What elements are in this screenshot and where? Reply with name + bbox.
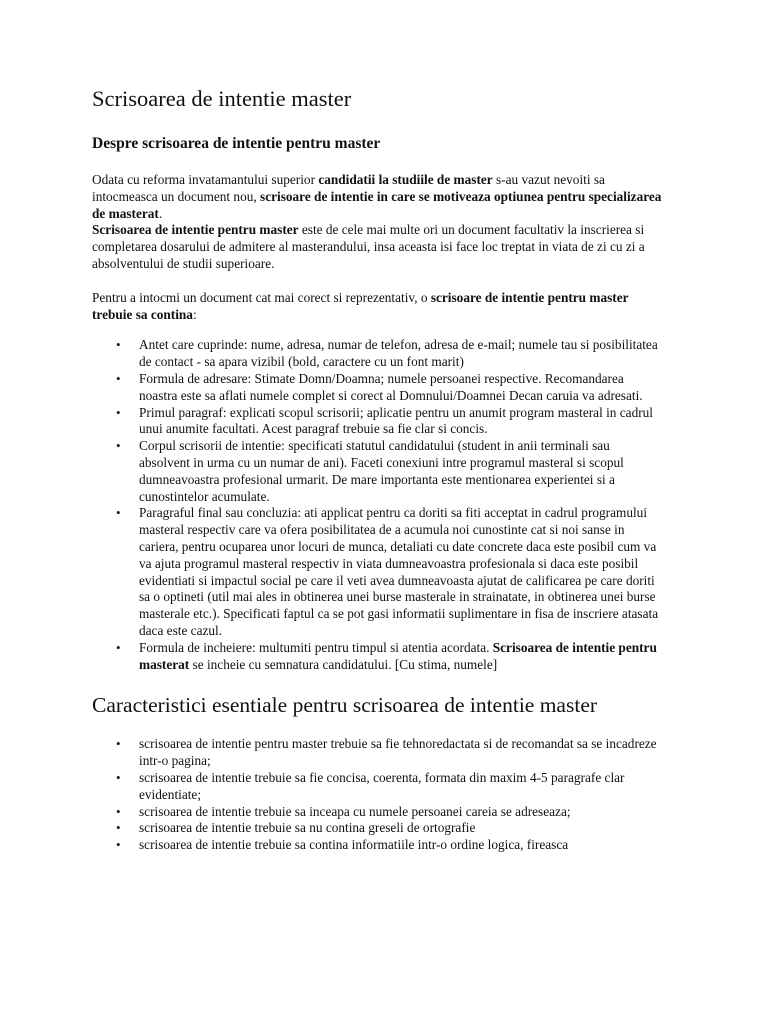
- list-item-bold-text: Scrisoarea de intentie pentru masterat: [139, 639, 657, 672]
- intro-paragraph-1: [92, 172, 664, 222]
- lead-text: :: [192, 306, 197, 322]
- list-item: [139, 640, 664, 674]
- intro-text: este de cele mai multe ori un document facultativ la inscrierea si completarea dosarului de admitere al masterandului, insa aceasta isi face loc treptat in viata de zi cu zi a absolventului de studii superioare.: [92, 222, 645, 271]
- list-item: • scrisoarea de intentie pentru master trebuie sa fie tehnoredactata si de recomandat sa se incadreze intr-o pagina;: [139, 736, 664, 770]
- list-item: • Paragraful final sau concluzia: ati applicat pentru ca doriti sa fiti acceptat in cadrul programului masteral respectiv care va ofera posibilitatea de a acumula noi cunostinte cat si noi sanse in cariera, pentru ocuparea unor locuri de munca, detaliati cu date concrete daca este posibil cum va va ajuta programul masteral respectiv in viata dumneavoastra profesionala si daca este posibil evidentiati si impactul social pe care il veti avea dumneavoasta ajutat de calificarea pe care doriti sa o optineti (util mai ales in obtinerea unei burse masterale in strainatate, in obtinerea unei burse masterale etc.). Specificati faptul ca se pot gasi informatii suplimentare in fisa de inscriere atasata daca este cazul.: [139, 505, 664, 639]
- list-item: • scrisoarea de intentie trebuie sa inceapa cu numele persoanei careia se adreseaza;: [139, 804, 664, 821]
- lead-bold-text: scrisoare de intentie pentru master trebuie sa contina: [92, 289, 629, 322]
- list-item: • Formula de adresare: Stimate Domn/Doamna; numele persoanei respective. Recomandarea noastra este sa aflati numele complet si corect al Domnului/Doamnei Decan caruia va adresati.: [139, 371, 664, 405]
- list-item-text: se incheie cu semnatura candidatului. [Cu stima, numele]: [189, 656, 498, 672]
- list-item: • Primul paragraf: explicati scopul scrisorii; aplicatie pentru un anumit program masteral in cadrul unui anumite facultati. Acest paragraf trebuie sa fie clar si concis.: [139, 405, 664, 439]
- requirements-list: [92, 337, 664, 673]
- list-item-text: Formula de incheiere: multumiti pentru timpul si atentia acordata.: [139, 639, 493, 655]
- intro-text: Odata cu reforma invatamantului superior: [92, 172, 319, 187]
- intro-bold-text: candidatii la studiile de master: [318, 172, 493, 187]
- page-title: Scrisoarea de intentie master: [92, 86, 352, 111]
- list-item: • scrisoarea de intentie trebuie sa fie concisa, coerenta, formata din maxim 4-5 paragrafe clar evidentiate;: [139, 770, 664, 804]
- list-item: • Antet care cuprinde: nume, adresa, numar de telefon, adresa de e-mail; numele tau si posibilitatea de contact - sa apara vizibil (bold, caractere cu un font marit): [139, 337, 664, 371]
- intro-bold-text: Scrisoarea de intentie pentru master: [92, 222, 299, 238]
- document-content: [92, 84, 664, 854]
- section-heading: Caracteristici esentiale pentru scrisoarea de intentie master: [92, 693, 598, 718]
- section-subtitle: Despre scrisoarea de intentie pentru master: [92, 135, 381, 152]
- list-item: • scrisoarea de intentie trebuie sa contina informatiile intr-o ordine logica, fireasca: [139, 837, 664, 854]
- characteristics-list: [92, 736, 664, 854]
- intro-text: .: [158, 205, 163, 221]
- intro-paragraph-2: [92, 222, 664, 272]
- list-item: • scrisoarea de intentie trebuie sa nu contina greseli de ortografie: [139, 820, 664, 837]
- lead-text: Pentru a intocmi un document cat mai corect si reprezentativ, o: [92, 289, 431, 305]
- lead-paragraph: [92, 290, 664, 324]
- intro-bold-text: scrisoare de intentie in care se motiveaza optiunea pentru specializarea de masterat: [92, 188, 662, 221]
- intro-text: s-au vazut nevoiti sa intocmeasca un document nou,: [92, 172, 605, 204]
- list-item: • Corpul scrisorii de intentie: specificati statutul candidatului (student in anii terminali sau absolvent in urma cu un numar de ani). Faceti conexiuni intre programul masteral si scopul dumneavoastra profesional urmarit. De mare importanta este mentionarea experientei si a cunostintelor acumulate.: [139, 438, 664, 505]
